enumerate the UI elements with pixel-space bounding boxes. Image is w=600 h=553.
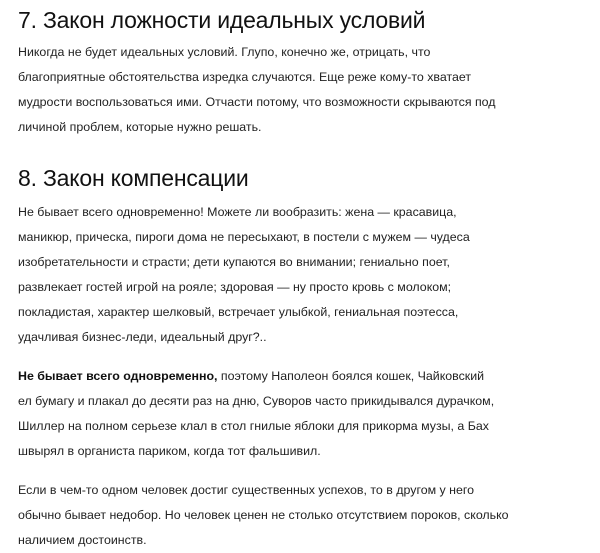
text-line: благоприятные обстоятельства изредка случаются. Еще реже кому-то хватает xyxy=(18,70,472,84)
text-line: мудрости воспользоваться ими. Отчасти потому, что возможности скрываются под xyxy=(18,95,496,109)
text-line xyxy=(18,364,584,389)
text-line: развлекает гостей игрой на рояле; здоровая — ну просто кровь с молоком; xyxy=(18,280,452,294)
law-7-paragraph xyxy=(18,40,584,140)
bold-lead-text: Не бывает всего одновременно, xyxy=(18,369,218,383)
text-line: наличием достоинств. xyxy=(18,533,147,547)
text-line: швырял в органиста париком, когда тот фальшивил. xyxy=(18,444,321,458)
law-7-section xyxy=(18,6,584,140)
text-line-rest: поэтому Наполеон боялся кошек, Чайковский xyxy=(217,369,485,383)
law-8-paragraph-1 xyxy=(18,200,584,350)
text-line: маникюр, прическа, пироги дома не пересыхают, в постели с мужем — чудеса xyxy=(18,230,470,244)
text-line: Не бывает всего одновременно! Можете ли вообразить: жена — красавица, xyxy=(18,205,457,219)
text-line: изобретательности и страсти; дети купаются во внимании; гениально поет, xyxy=(18,255,450,269)
text-line: покладистая, характер шелковый, встречает улыбкой, гениальная поэтесса, xyxy=(18,305,459,319)
text-line: личиной проблем, которые нужно решать. xyxy=(18,120,262,134)
text-line: Если в чем-то одном человек достиг существенных успехов, то в другом у него xyxy=(18,483,475,497)
law-7-heading: 7. Закон ложности идеальных условий xyxy=(18,7,426,33)
law-8-section xyxy=(18,164,584,553)
law-8-paragraph-2 xyxy=(18,364,584,464)
text-line: Шиллер на полном серьезе клал в стол гнилые яблоки для прикорма музы, а Бах xyxy=(18,419,489,433)
text-line: обычно бывает недобор. Но человек ценен не столько отсутствием пороков, сколько xyxy=(18,508,509,522)
text-line: удачливая бизнес-леди, идеальный друг?.. xyxy=(18,330,267,344)
text-line: Никогда не будет идеальных условий. Глупо, конечно же, отрицать, что xyxy=(18,45,431,59)
text-line: ел бумагу и плакал до десяти раз на дню, Суворов часто прикидывался дурачком, xyxy=(18,394,495,408)
law-8-heading: 8. Закон компенсации xyxy=(18,165,249,191)
law-8-paragraph-3 xyxy=(18,478,584,553)
